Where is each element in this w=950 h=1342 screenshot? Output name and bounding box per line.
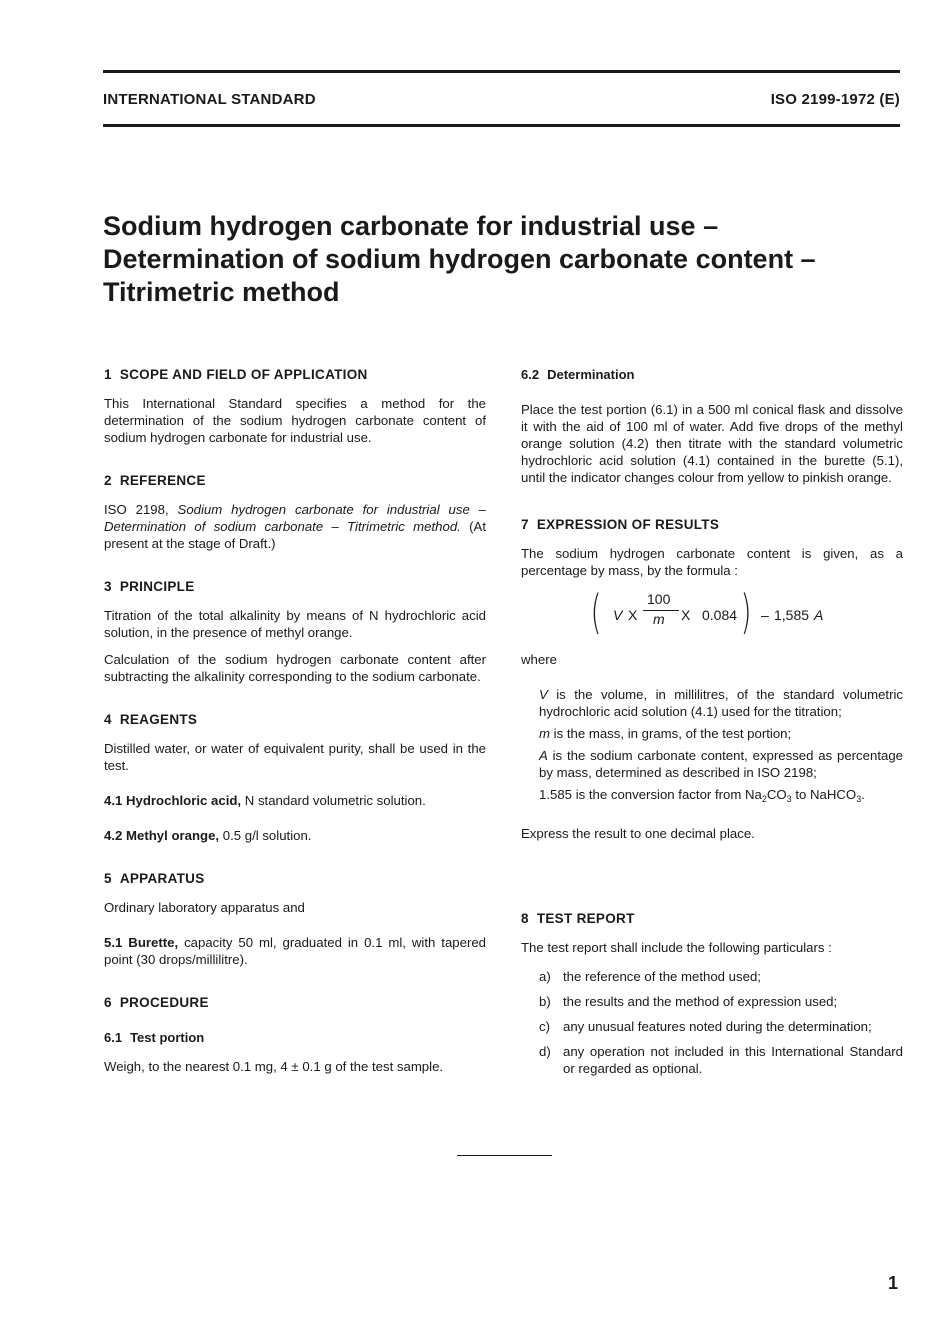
title-line-1: Sodium hydrogen carbonate for industrial use – bbox=[103, 211, 719, 241]
reference-note: (At present at the stage of Draft.) bbox=[104, 519, 486, 551]
subsection-title: Test portion bbox=[130, 1030, 205, 1045]
document-title bbox=[103, 210, 893, 309]
principle-paragraph-2: Calculation of the sodium hydrogen carbonate content after subtracting the alkalinity corresponding to the sodium carbonate. bbox=[104, 652, 486, 684]
section-title: TEST REPORT bbox=[536, 911, 635, 926]
determination-paragraph: Place the test portion (6.1) in a 500 ml conical flask and dissolve it with the aid of 100 ml of water. Add five drops of the methyl orange solution (4.2) then titrate with the standard volumetric hydrochloric acid solution (4.1) contained in the burette (5.1), until the indicator changes colour from yellow to pinkish orange. bbox=[521, 402, 903, 485]
section-8-heading bbox=[521, 910, 903, 927]
section-title: REFERENCE bbox=[119, 473, 206, 488]
chemical-formula-to: NaHCO$_3$ bbox=[810, 787, 862, 804]
section-title: APPARATUS bbox=[119, 871, 205, 886]
title-line-2: Determination of sodium hydrogen carbonate content – bbox=[103, 244, 816, 274]
result-precision: Express the result to one decimal place. bbox=[521, 826, 755, 841]
variable-definitions bbox=[521, 686, 903, 808]
section-title: EXPRESSION OF RESULTS bbox=[536, 517, 720, 532]
reagent-name: Hydrochloric acid, bbox=[126, 793, 242, 808]
item-text: the reference of the method used; bbox=[563, 969, 761, 984]
reference-title: Sodium hydrogen carbonate for industrial use – Determination of sodium carbonate – Titrimetric method. bbox=[104, 502, 487, 534]
section-number: 4 bbox=[104, 712, 112, 727]
header-bottom-rule bbox=[103, 124, 900, 127]
page-number: 1 bbox=[888, 1273, 899, 1293]
standard-number: ISO 2199-1972 (E) bbox=[770, 91, 900, 108]
clause-number: 4.1 bbox=[104, 793, 123, 808]
definition-text: is the conversion factor from bbox=[575, 787, 742, 802]
section-2-heading bbox=[104, 472, 486, 489]
formula-intro: The sodium hydrogen carbonate content is given, as a percentage by mass, by the formula : bbox=[521, 546, 903, 578]
item-text: any operation not included in this International Standard or regarded as optional. bbox=[563, 1044, 903, 1076]
formula-a: A bbox=[814, 607, 824, 623]
item-text: the results and the method of expression used; bbox=[563, 994, 838, 1009]
conversion-value: 1.585 bbox=[539, 787, 573, 802]
reference-number: ISO 2198, bbox=[104, 502, 169, 517]
section-number: 5 bbox=[104, 871, 112, 886]
right-column bbox=[521, 366, 903, 1085]
section-6-heading bbox=[104, 994, 486, 1011]
formula-times-1: X bbox=[628, 607, 638, 623]
section-title: PRINCIPLE bbox=[119, 579, 195, 594]
clause-number: 5.1 bbox=[104, 935, 123, 950]
formula-v: V bbox=[613, 607, 623, 623]
subsection-6-2-heading bbox=[521, 366, 903, 383]
subsection-6-1-heading bbox=[104, 1029, 486, 1046]
left-parenthesis: ( bbox=[590, 585, 602, 639]
clause-number: 4.2 bbox=[104, 828, 123, 843]
formula-numerator: 100 bbox=[647, 591, 671, 607]
reagent-4-1 bbox=[104, 792, 486, 809]
section-5-heading bbox=[104, 870, 486, 887]
item-label: a) bbox=[539, 969, 551, 984]
principle-paragraph-1: Titration of the total alkalinity by means of N hydrochloric acid solution, in the presence of methyl orange. bbox=[104, 608, 486, 640]
formula-coefficient: 1,585 bbox=[774, 607, 810, 623]
list-item bbox=[539, 1043, 903, 1077]
chemical-formula-from: $Na_2CO_3$ bbox=[745, 787, 792, 804]
definition-text: is the mass, in grams, of the test portion; bbox=[553, 726, 792, 741]
section-title: REAGENTS bbox=[119, 712, 198, 727]
subsection-title: Determination bbox=[547, 367, 635, 382]
formula-factor: 0.084 bbox=[702, 607, 738, 623]
section-number: 1 bbox=[104, 367, 112, 382]
apparatus-paragraph: Ordinary laboratory apparatus and bbox=[104, 900, 305, 915]
section-1-heading bbox=[104, 366, 486, 383]
apparatus-5-1 bbox=[104, 934, 486, 968]
test-report-intro: The test report shall include the following particulars : bbox=[521, 940, 832, 955]
title-line-3: Titrimetric method bbox=[103, 277, 340, 307]
header-top-rule bbox=[103, 70, 900, 73]
section-number: 7 bbox=[521, 517, 529, 532]
reagent-name: Methyl orange, bbox=[126, 828, 220, 843]
formula-times-2: X bbox=[681, 607, 691, 623]
test-portion-paragraph: Weigh, to the nearest 0.1 mg, 4 ± 0.1 g of the test sample. bbox=[104, 1059, 444, 1074]
item-label: b) bbox=[539, 994, 551, 1009]
apparatus-name: Burette, bbox=[128, 935, 179, 950]
left-column bbox=[104, 366, 486, 1075]
definition-v bbox=[539, 686, 903, 720]
symbol: m bbox=[539, 726, 550, 741]
section-number: 8 bbox=[521, 911, 529, 926]
section-number: 3 bbox=[104, 579, 112, 594]
document-type-label: INTERNATIONAL STANDARD bbox=[103, 91, 316, 108]
definition-a bbox=[539, 747, 903, 781]
apparatus-description: capacity 50 ml, graduated in 0.1 ml, with tapered point (30 drops/millilitre). bbox=[104, 935, 487, 967]
right-parenthesis: ) bbox=[740, 585, 752, 639]
list-item bbox=[539, 993, 903, 1010]
test-report-list bbox=[521, 968, 903, 1077]
section-title: PROCEDURE bbox=[119, 995, 209, 1010]
item-label: d) bbox=[539, 1044, 551, 1059]
reference-paragraph bbox=[104, 501, 486, 552]
section-4-heading bbox=[104, 711, 486, 728]
section-7-heading bbox=[521, 516, 903, 533]
formula bbox=[521, 585, 903, 645]
scope-paragraph: This International Standard specifies a method for the determination of the sodium hydrogen carbonate content of sodium hydrogen carbonate for industrial use. bbox=[104, 396, 486, 445]
clause-number: 6.2 bbox=[521, 367, 540, 382]
reagent-description: 0.5 g/l solution. bbox=[222, 828, 312, 843]
reagent-description: N standard volumetric solution. bbox=[244, 793, 426, 808]
symbol: A bbox=[539, 748, 548, 763]
section-number: 6 bbox=[104, 995, 112, 1010]
where-label: where bbox=[521, 652, 557, 667]
reagents-paragraph: Distilled water, or water of equivalent purity, shall be used in the test. bbox=[104, 741, 486, 773]
definition-text: is the sodium carbonate content, expressed as percentage by mass, determined as described in ISO 2198; bbox=[539, 748, 903, 780]
to-word: to bbox=[795, 787, 807, 802]
definition-conversion-factor: 1.585 is the conversion factor from $Na_2CO_3$ to NaHCO$_3$. bbox=[539, 787, 865, 804]
symbol: V bbox=[539, 687, 548, 702]
item-text: any unusual features noted during the determination; bbox=[563, 1019, 872, 1034]
list-item bbox=[539, 1018, 903, 1035]
clause-number: 6.1 bbox=[104, 1030, 123, 1045]
section-title: SCOPE AND FIELD OF APPLICATION bbox=[119, 367, 368, 382]
reagent-4-2 bbox=[104, 827, 486, 844]
footer-rule bbox=[457, 1155, 552, 1156]
section-3-heading bbox=[104, 578, 486, 595]
definition-m bbox=[539, 725, 903, 742]
section-number: 2 bbox=[104, 473, 112, 488]
item-label: c) bbox=[539, 1019, 550, 1034]
formula-minus: – bbox=[761, 607, 769, 623]
formula-denominator: m bbox=[653, 611, 665, 627]
list-item bbox=[539, 968, 903, 985]
definition-text: is the volume, in millilitres, of the standard volumetric hydrochloric acid solution (4.1) used for the titration; bbox=[539, 687, 904, 719]
